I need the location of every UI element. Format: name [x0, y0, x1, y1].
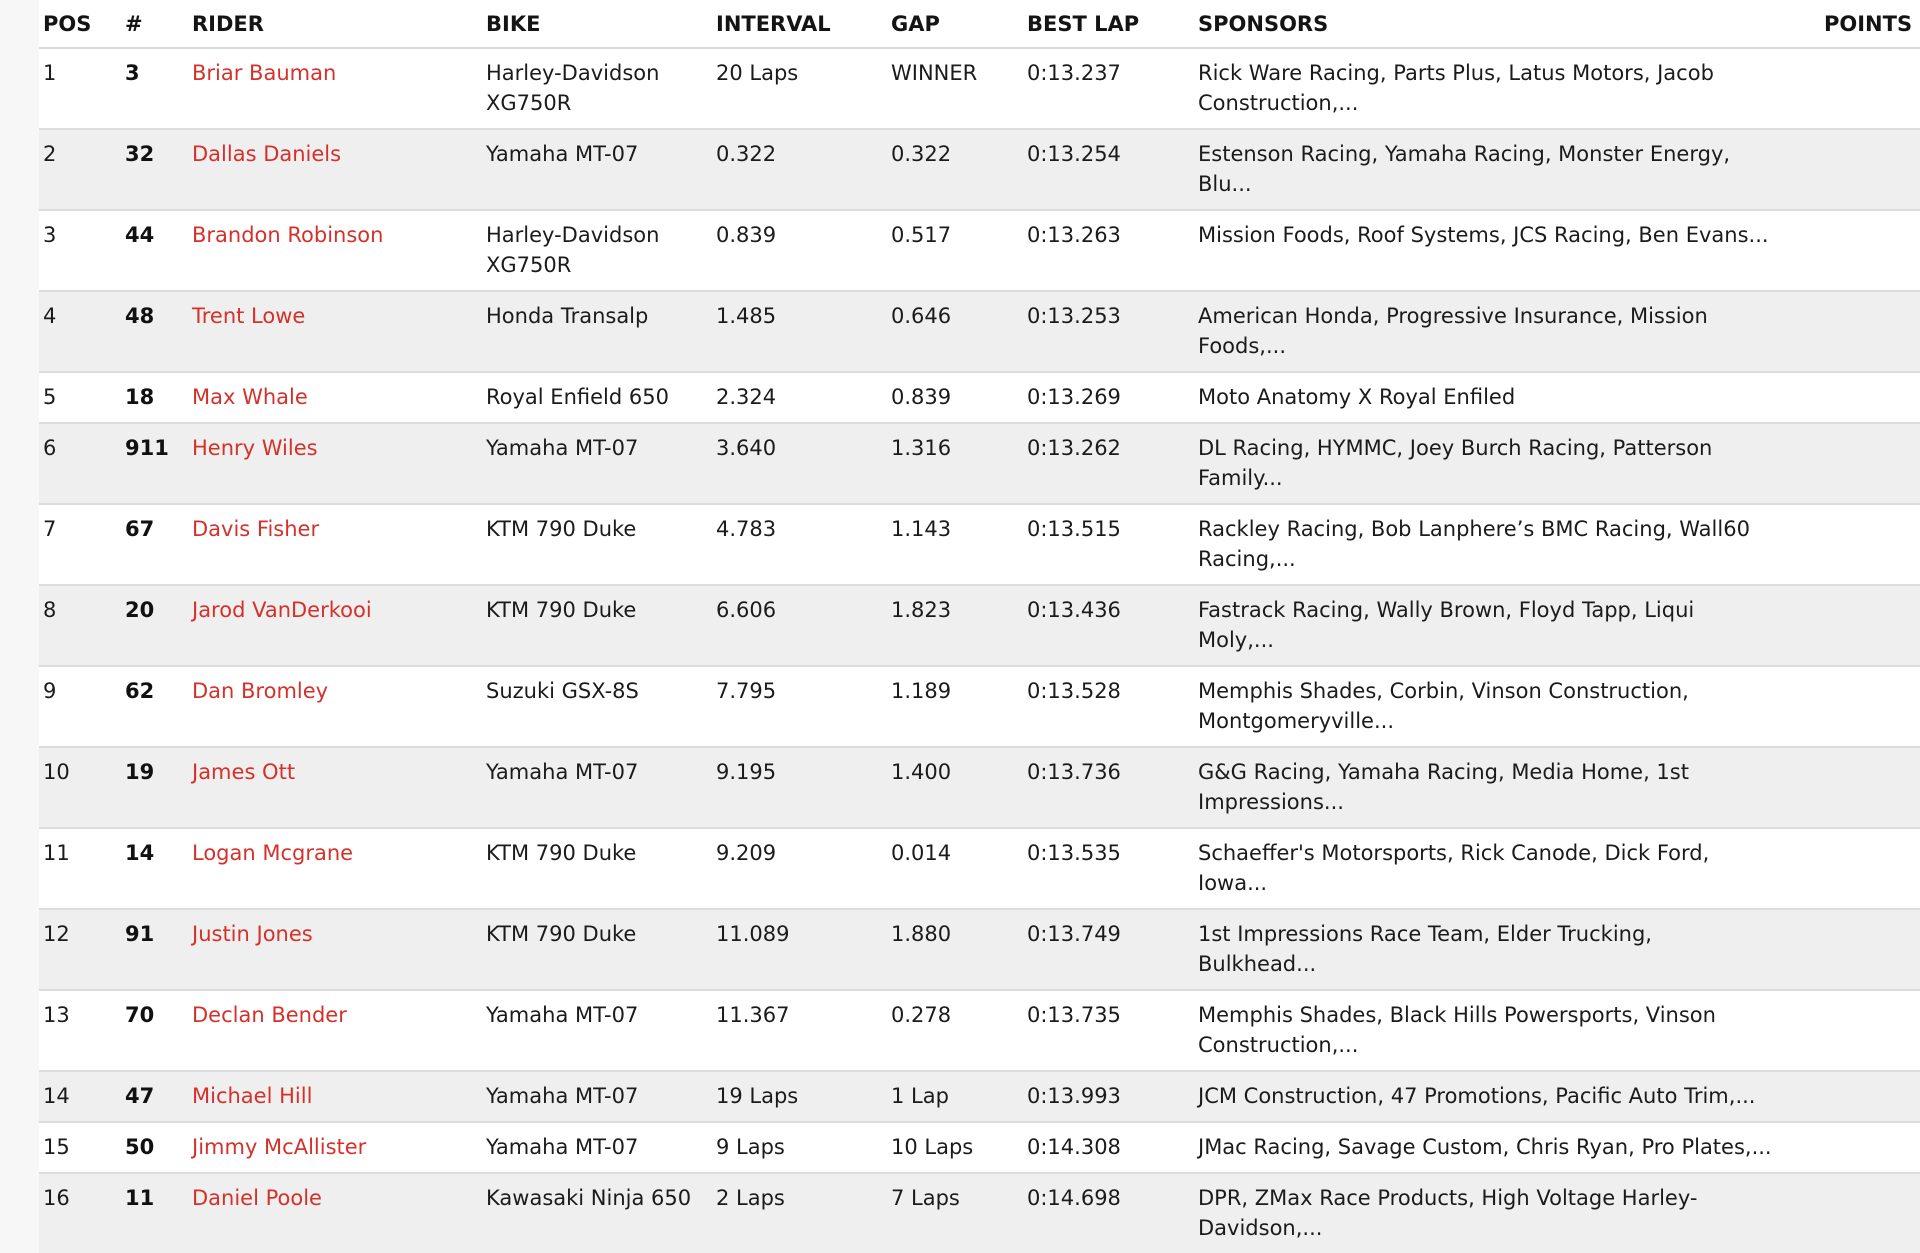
header-bike[interactable]: BIKE	[482, 0, 712, 48]
cell-number: 70	[121, 990, 188, 1071]
rider-link[interactable]: Michael Hill	[192, 1084, 313, 1108]
cell-points	[1784, 48, 1920, 129]
cell-points	[1784, 291, 1920, 372]
cell-rider	[188, 504, 482, 585]
cell-rider	[188, 210, 482, 291]
cell-interval: 6.606	[712, 585, 887, 666]
cell-number: 3	[121, 48, 188, 129]
cell-points	[1784, 1173, 1920, 1253]
cell-rider	[188, 291, 482, 372]
cell-best-lap: 0:13.262	[1023, 423, 1194, 504]
cell-sponsors: DL Racing, HYMMC, Joey Burch Racing, Patterson Family...	[1194, 423, 1784, 504]
header-gap[interactable]: GAP	[887, 0, 1023, 48]
cell-pos: 16	[39, 1173, 121, 1253]
rider-link[interactable]: Davis Fisher	[192, 517, 320, 541]
cell-interval: 2 Laps	[712, 1173, 887, 1253]
cell-pos: 2	[39, 129, 121, 210]
rider-link[interactable]: Max Whale	[192, 385, 308, 409]
cell-number: 14	[121, 828, 188, 909]
cell-points	[1784, 372, 1920, 423]
cell-pos: 8	[39, 585, 121, 666]
cell-number: 44	[121, 210, 188, 291]
cell-sponsors: Memphis Shades, Corbin, Vinson Construction, Montgomeryville...	[1194, 666, 1784, 747]
cell-points	[1784, 585, 1920, 666]
cell-sponsors: JCM Construction, 47 Promotions, Pacific Auto Trim,...	[1194, 1071, 1784, 1122]
cell-points	[1784, 1071, 1920, 1122]
cell-bike: KTM 790 Duke	[482, 828, 712, 909]
cell-bike: Kawasaki Ninja 650	[482, 1173, 712, 1253]
cell-gap: 1.189	[887, 666, 1023, 747]
cell-gap: 1.400	[887, 747, 1023, 828]
cell-interval: 11.367	[712, 990, 887, 1071]
cell-rider	[188, 372, 482, 423]
table-row	[39, 210, 1920, 291]
cell-gap: 7 Laps	[887, 1173, 1023, 1253]
header-number[interactable]: #	[121, 0, 188, 48]
header-interval[interactable]: INTERVAL	[712, 0, 887, 48]
cell-best-lap: 0:13.436	[1023, 585, 1194, 666]
cell-number: 911	[121, 423, 188, 504]
table-row	[39, 129, 1920, 210]
cell-sponsors: Mission Foods, Roof Systems, JCS Racing, Ben Evans...	[1194, 210, 1784, 291]
cell-gap: 0.839	[887, 372, 1023, 423]
cell-rider	[188, 666, 482, 747]
table-row	[39, 585, 1920, 666]
cell-points	[1784, 828, 1920, 909]
cell-rider	[188, 48, 482, 129]
cell-interval: 9.209	[712, 828, 887, 909]
cell-pos: 3	[39, 210, 121, 291]
cell-pos: 15	[39, 1122, 121, 1173]
table-row	[39, 1071, 1920, 1122]
table-row	[39, 504, 1920, 585]
cell-interval: 3.640	[712, 423, 887, 504]
cell-number: 67	[121, 504, 188, 585]
cell-best-lap: 0:13.528	[1023, 666, 1194, 747]
cell-interval: 19 Laps	[712, 1071, 887, 1122]
cell-gap: WINNER	[887, 48, 1023, 129]
cell-gap: 1.143	[887, 504, 1023, 585]
cell-sponsors: 1st Impressions Race Team, Elder Trucking, Bulkhead...	[1194, 909, 1784, 990]
rider-link[interactable]: Logan Mcgrane	[192, 841, 354, 865]
table-row	[39, 1173, 1920, 1253]
cell-bike: Harley-Davidson XG750R	[482, 210, 712, 291]
cell-best-lap: 0:13.749	[1023, 909, 1194, 990]
cell-pos: 10	[39, 747, 121, 828]
rider-link[interactable]: Declan Bender	[192, 1003, 347, 1027]
cell-sponsors: Fastrack Racing, Wally Brown, Floyd Tapp, Liqui Moly,...	[1194, 585, 1784, 666]
rider-link[interactable]: Henry Wiles	[192, 436, 318, 460]
rider-link[interactable]: James Ott	[192, 760, 296, 784]
cell-sponsors: DPR, ZMax Race Products, High Voltage Harley-Davidson,...	[1194, 1173, 1784, 1253]
cell-interval: 11.089	[712, 909, 887, 990]
table-row	[39, 909, 1920, 990]
cell-pos: 9	[39, 666, 121, 747]
cell-number: 48	[121, 291, 188, 372]
cell-interval: 2.324	[712, 372, 887, 423]
cell-gap: 1 Lap	[887, 1071, 1023, 1122]
rider-link[interactable]: Briar Bauman	[192, 61, 337, 85]
table-row	[39, 990, 1920, 1071]
cell-interval: 0.839	[712, 210, 887, 291]
table-row	[39, 828, 1920, 909]
table-row	[39, 291, 1920, 372]
cell-points	[1784, 909, 1920, 990]
header-points[interactable]: POINTS	[1784, 0, 1920, 48]
header-row	[39, 0, 1920, 48]
cell-best-lap: 0:13.253	[1023, 291, 1194, 372]
cell-best-lap: 0:13.735	[1023, 990, 1194, 1071]
header-sponsors[interactable]: SPONSORS	[1194, 0, 1784, 48]
rider-link[interactable]: Dan Bromley	[192, 679, 329, 703]
cell-interval: 0.322	[712, 129, 887, 210]
cell-points	[1784, 129, 1920, 210]
rider-link[interactable]: Jarod VanDerkooi	[192, 598, 372, 622]
cell-gap: 0.646	[887, 291, 1023, 372]
cell-bike: KTM 790 Duke	[482, 909, 712, 990]
table-row	[39, 48, 1920, 129]
cell-rider	[188, 828, 482, 909]
cell-interval: 9 Laps	[712, 1122, 887, 1173]
cell-interval: 1.485	[712, 291, 887, 372]
cell-bike: Yamaha MT-07	[482, 423, 712, 504]
cell-pos: 6	[39, 423, 121, 504]
cell-sponsors: Estenson Racing, Yamaha Racing, Monster Energy, Blu...	[1194, 129, 1784, 210]
header-best-lap[interactable]: BEST LAP	[1023, 0, 1194, 48]
rider-link[interactable]: Brandon Robinson	[192, 223, 384, 247]
cell-sponsors: JMac Racing, Savage Custom, Chris Ryan, Pro Plates,...	[1194, 1122, 1784, 1173]
cell-sponsors: Rick Ware Racing, Parts Plus, Latus Motors, Jacob Construction,...	[1194, 48, 1784, 129]
cell-number: 62	[121, 666, 188, 747]
results-page	[39, 0, 1920, 1240]
table-header	[39, 0, 1920, 48]
cell-rider	[188, 990, 482, 1071]
cell-number: 11	[121, 1173, 188, 1253]
cell-number: 91	[121, 909, 188, 990]
cell-best-lap: 0:13.237	[1023, 48, 1194, 129]
cell-number: 18	[121, 372, 188, 423]
cell-best-lap: 0:14.698	[1023, 1173, 1194, 1253]
cell-number: 19	[121, 747, 188, 828]
cell-bike: Suzuki GSX-8S	[482, 666, 712, 747]
cell-bike: KTM 790 Duke	[482, 504, 712, 585]
cell-bike: Yamaha MT-07	[482, 129, 712, 210]
table-row	[39, 372, 1920, 423]
cell-points	[1784, 666, 1920, 747]
cell-best-lap: 0:13.254	[1023, 129, 1194, 210]
rider-link[interactable]: Justin Jones	[192, 922, 313, 946]
cell-gap: 1.823	[887, 585, 1023, 666]
cell-sponsors: G&G Racing, Yamaha Racing, Media Home, 1st Impressions...	[1194, 747, 1784, 828]
cell-bike: KTM 790 Duke	[482, 585, 712, 666]
cell-best-lap: 0:13.736	[1023, 747, 1194, 828]
cell-pos: 5	[39, 372, 121, 423]
cell-rider	[188, 1122, 482, 1173]
cell-gap: 0.014	[887, 828, 1023, 909]
cell-interval: 9.195	[712, 747, 887, 828]
cell-pos: 7	[39, 504, 121, 585]
cell-points	[1784, 210, 1920, 291]
cell-best-lap: 0:13.993	[1023, 1071, 1194, 1122]
cell-pos: 1	[39, 48, 121, 129]
cell-gap: 0.322	[887, 129, 1023, 210]
header-pos[interactable]: POS	[39, 0, 121, 48]
cell-rider	[188, 423, 482, 504]
cell-points	[1784, 423, 1920, 504]
cell-interval: 4.783	[712, 504, 887, 585]
cell-pos: 4	[39, 291, 121, 372]
cell-sponsors: Rackley Racing, Bob Lanphere’s BMC Racing, Wall60 Racing,...	[1194, 504, 1784, 585]
cell-gap: 0.278	[887, 990, 1023, 1071]
cell-gap: 1.316	[887, 423, 1023, 504]
table-row	[39, 747, 1920, 828]
cell-sponsors: Schaeffer's Motorsports, Rick Canode, Dick Ford, Iowa...	[1194, 828, 1784, 909]
cell-sponsors: American Honda, Progressive Insurance, Mission Foods,...	[1194, 291, 1784, 372]
cell-bike: Royal Enfield 650	[482, 372, 712, 423]
rider-link[interactable]: Jimmy McAllister	[192, 1135, 367, 1159]
cell-points	[1784, 1122, 1920, 1173]
cell-rider	[188, 585, 482, 666]
cell-number: 47	[121, 1071, 188, 1122]
cell-pos: 14	[39, 1071, 121, 1122]
cell-rider	[188, 747, 482, 828]
table-row	[39, 1122, 1920, 1173]
cell-bike: Yamaha MT-07	[482, 990, 712, 1071]
cell-rider	[188, 1173, 482, 1253]
cell-best-lap: 0:13.263	[1023, 210, 1194, 291]
cell-points	[1784, 504, 1920, 585]
cell-sponsors: Moto Anatomy X Royal Enfiled	[1194, 372, 1784, 423]
rider-link[interactable]: Trent Lowe	[192, 304, 306, 328]
cell-best-lap: 0:13.269	[1023, 372, 1194, 423]
cell-points	[1784, 747, 1920, 828]
cell-number: 20	[121, 585, 188, 666]
cell-bike: Yamaha MT-07	[482, 1071, 712, 1122]
cell-gap: 1.880	[887, 909, 1023, 990]
cell-best-lap: 0:14.308	[1023, 1122, 1194, 1173]
rider-link[interactable]: Daniel Poole	[192, 1186, 322, 1210]
cell-bike: Honda Transalp	[482, 291, 712, 372]
cell-best-lap: 0:13.515	[1023, 504, 1194, 585]
cell-interval: 7.795	[712, 666, 887, 747]
cell-gap: 0.517	[887, 210, 1023, 291]
cell-sponsors: Memphis Shades, Black Hills Powersports, Vinson Construction,...	[1194, 990, 1784, 1071]
header-rider[interactable]: RIDER	[188, 0, 482, 48]
cell-number: 32	[121, 129, 188, 210]
cell-rider	[188, 909, 482, 990]
race-results-table	[39, 0, 1920, 1253]
cell-rider	[188, 1071, 482, 1122]
cell-pos: 11	[39, 828, 121, 909]
cell-points	[1784, 990, 1920, 1071]
cell-bike: Yamaha MT-07	[482, 1122, 712, 1173]
table-body	[39, 48, 1920, 1253]
cell-gap: 10 Laps	[887, 1122, 1023, 1173]
cell-number: 50	[121, 1122, 188, 1173]
cell-best-lap: 0:13.535	[1023, 828, 1194, 909]
cell-bike: Harley-Davidson XG750R	[482, 48, 712, 129]
cell-pos: 12	[39, 909, 121, 990]
cell-rider	[188, 129, 482, 210]
table-row	[39, 666, 1920, 747]
cell-bike: Yamaha MT-07	[482, 747, 712, 828]
cell-pos: 13	[39, 990, 121, 1071]
cell-interval: 20 Laps	[712, 48, 887, 129]
table-row	[39, 423, 1920, 504]
rider-link[interactable]: Dallas Daniels	[192, 142, 342, 166]
